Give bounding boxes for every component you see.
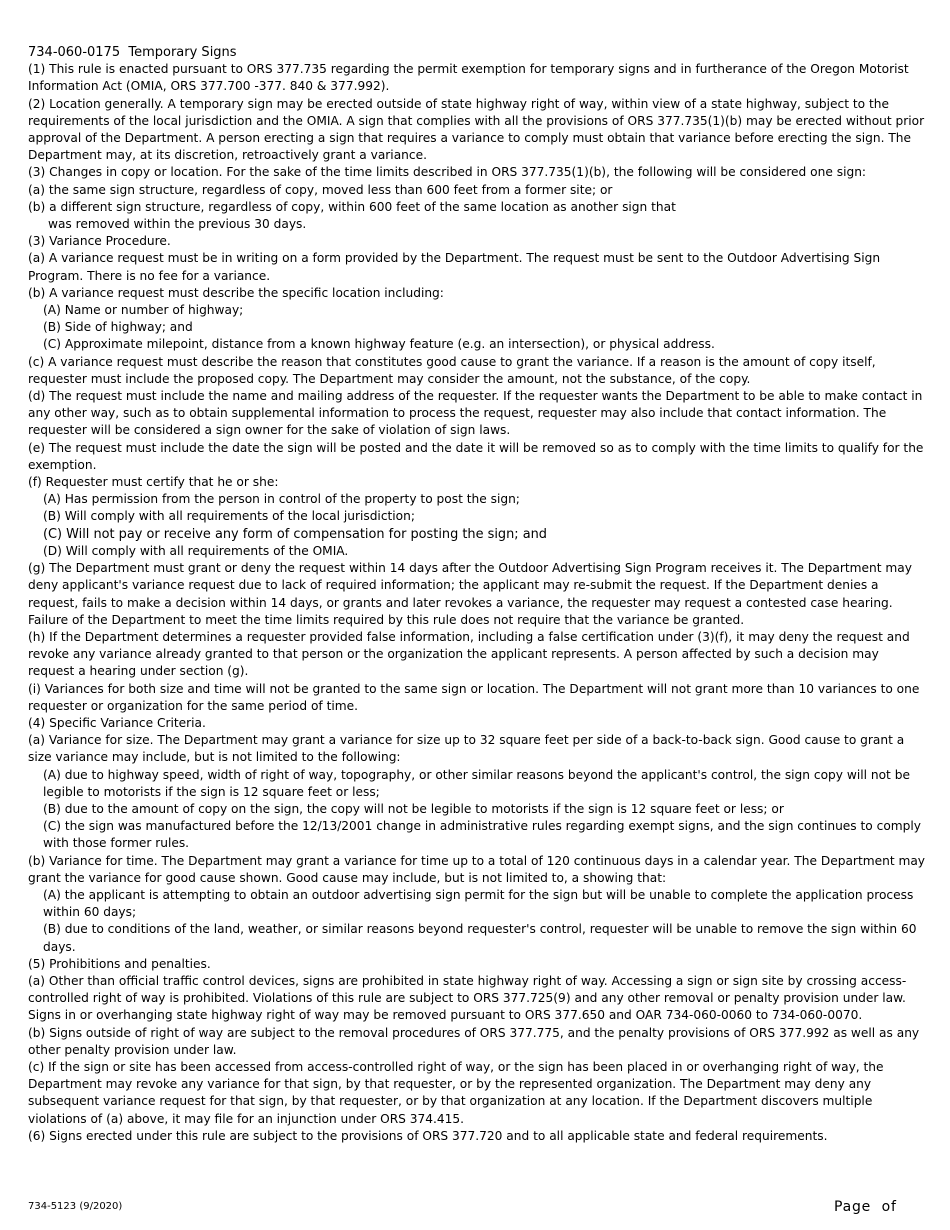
paragraph: (B) due to the amount of copy on the sign, the copy will not be legible to motorists if the sign is 12 square feet or less; or [43, 801, 784, 816]
paragraph: (A) the applicant is attempting to obtain an outdoor advertising sign permit for the sign but will be unable to complete the application process within 60 days; [43, 887, 914, 920]
paragraph: (b) a different sign structure, regardless of copy, within 600 feet of the same location as another sign that [28, 199, 676, 214]
paragraph: (b) Variance for time. The Department may grant a variance for time up to a total of 120 continuous days in a calendar year. The Department may grant the variance for good cause shown. Good cause may include, but is not limited to, a showing that: [28, 853, 926, 885]
paragraph: (g) The Department must grant or deny the request within 14 days after the Outdoor Advertising Sign Program receives it. The Department may deny applicant's variance request due to lack of required information; the applicant may re-submit the request. If the Department denies a request, fails to make a decision within 14 days, or grants and later revokes a variance, the requester may request a contested case hearing. Failure of the Department to meet the time limits required by this rule does not require that the variance be granted. [28, 561, 912, 627]
document-body [28, 61, 928, 1145]
paragraph: (h) If the Department determines a requester provided false information, including a false certification under (3)(f), it may deny the request and revoke any variance already granted to that person or the organization the applicant represents. A person affected by such a decision may request a hearing under section (g). [28, 629, 910, 679]
paragraph: (A) Has permission from the person in control of the property to post the sign; [43, 492, 520, 507]
paragraph: (3) Variance Procedure. [28, 234, 171, 249]
paragraph: (A) due to highway speed, width of right of way, topography, or other similar reasons beyond the applicant's control, the sign copy will not be legible to motorists if the sign is 12 square feet or less; [43, 767, 910, 799]
paragraph: (C) the sign was manufactured before the 12/13/2001 change in administrative rules regarding exempt signs, and the sign continues to comply with those former rules. [43, 819, 921, 851]
paragraph: (a) Other than official traffic control devices, signs are prohibited in state highway right of way. Accessing a sign or sign site by crossing access-controlled right of way is prohibited. Violations of this rule are subject to ORS 377.725(9) and any other removal or penalty provision under law. Signs in or overhanging state highway right of way may be removed pursuant to ORS 377.650 and OAR 734-060-0060 to 734-060-0070. [28, 973, 907, 1023]
paragraph: (C) Will not pay or receive any form of compensation for posting the sign; and [43, 526, 547, 542]
paragraph: (5) Prohibitions and penalties. [28, 956, 211, 971]
paragraph: (a) A variance request must be in writing on a form provided by the Department. The request must be sent to the Outdoor Advertising Sign Program. There is no fee for a variance. [28, 251, 881, 283]
paragraph: (4) Specific Variance Criteria. [28, 715, 206, 730]
paragraph: (B) Will comply with all requirements of the local jurisdiction; [43, 509, 415, 524]
paragraph: (a) the same sign structure, regardless of copy, moved less than 600 feet from a former site; or [28, 182, 613, 197]
paragraph: (d) The request must include the name and mailing address of the requester. If the requester wants the Department to be able to make contact in any other way, such as to obtain supplemental information to process the request, requester may also include that contact information. The requester will be considered a sign owner for the sake of violation of sign laws. [28, 389, 923, 438]
paragraph: (b) A variance request must describe the specific location including: [28, 285, 444, 300]
page-number-label: Page of [834, 1199, 897, 1215]
paragraph: (B) due to conditions of the land, weather, or similar reasons beyond requester's control, requester will be unable to remove the sign within 60 days. [43, 922, 917, 954]
paragraph: (2) Location generally. A temporary sign may be erected outside of state highway right of way, within view of a state highway, subject to the requirements of the local jurisdiction and the OMIA. A sign that complies with all the provisions of ORS 377.735(1)(b) may be erected without prior approval of the Department. A person erecting a sign that requires a variance to comply must obtain that variance before erecting the sign. The Department may, at its discretion, retroactively grant a variance. [28, 96, 925, 163]
paragraph: (e) The request must include the date the sign will be posted and the date it will be removed so as to comply with the time limits to qualify for the exemption. [28, 440, 924, 472]
paragraph: (A) Name or number of highway; [43, 303, 244, 318]
paragraph: (D) Will comply with all requirements of the OMIA. [43, 543, 349, 558]
paragraph: (1) This rule is enacted pursuant to ORS 377.735 regarding the permit exemption for temporary signs and in furtherance of the Oregon Motorist Information Act (OMIA, ORS 377.700 -377. 840 & 377.992). [28, 62, 909, 94]
paragraph: (b) Signs outside of right of way are subject to the removal procedures of ORS 377.775, and the penalty provisions of ORS 377.992 as well as any other penalty provision under law. [28, 1025, 920, 1057]
document [28, 44, 928, 1145]
document-title: 734-060-0175 Temporary Signs [28, 45, 237, 60]
paragraph: (C) Approximate milepoint, distance from a known highway feature (e.g. an intersection), or physical address. [43, 337, 715, 352]
form-number: 734-5123 (9/2020) [28, 1201, 123, 1212]
paragraph: (i) Variances for both size and time will not be granted to the same sign or location. The Department will not grant more than 10 variances to one requester or organization for the same period of time. [28, 681, 920, 713]
paragraph: (6) Signs erected under this rule are subject to the provisions of ORS 377.720 and to all applicable state and federal requirements. [28, 1128, 828, 1143]
paragraph: was removed within the previous 30 days. [48, 217, 307, 232]
paragraph: (c) If the sign or site has been accessed from access-controlled right of way, or the sign has been placed in or overhanging right of way, the Department may revoke any variance for that sign, by that requester, or by the represented organization. The Department may deny any subsequent variance request for that sign, by that requester, or by that organization at any location. If the Department discovers multiple violations of (a) above, it may file for an injunction under ORS 374.415. [28, 1059, 884, 1126]
paragraph: (B) Side of highway; and [43, 320, 193, 335]
paragraph: (f) Requester must certify that he or she: [28, 475, 279, 490]
paragraph: (3) Changes in copy or location. For the sake of the time limits described in ORS 377.735(1)(b), the following will be considered one sign: [28, 165, 867, 180]
paragraph: (c) A variance request must describe the reason that constitutes good cause to grant the variance. If a reason is the amount of copy itself, requester must include the proposed copy. The Department may consider the amount, not the substance, of the copy. [28, 354, 876, 386]
paragraph: (a) Variance for size. The Department may grant a variance for size up to 32 square feet per side of a back-to-back sign. Good cause to grant a size variance may include, but is not limited to the following: [28, 733, 905, 765]
